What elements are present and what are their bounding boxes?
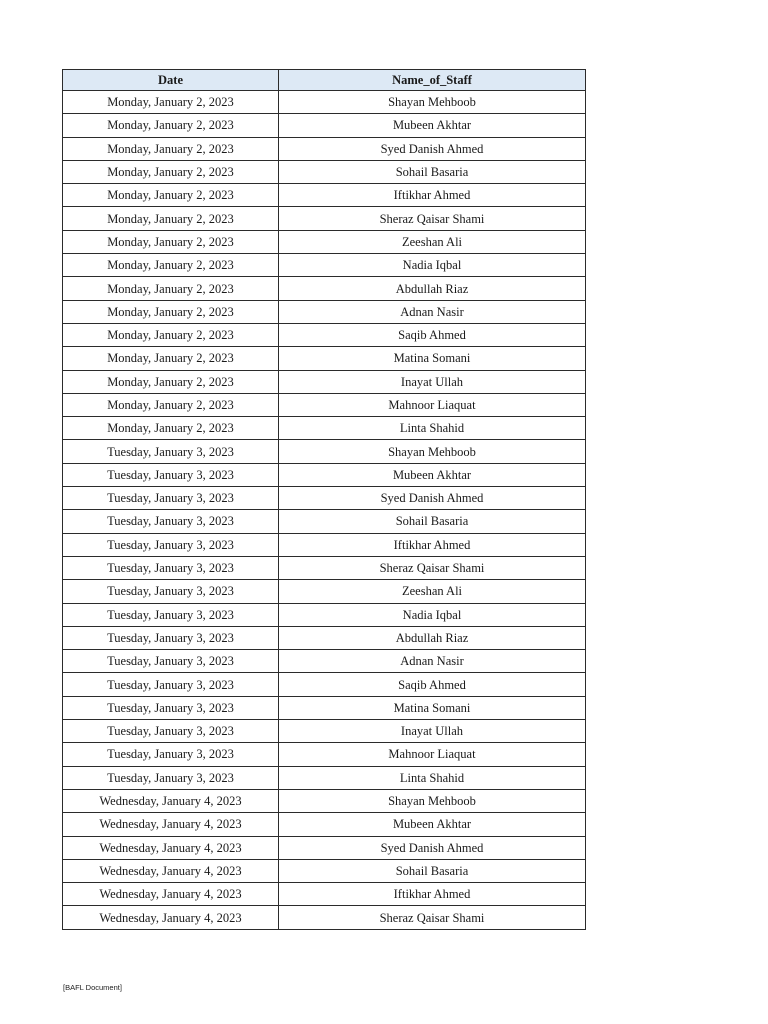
date-cell: Tuesday, January 3, 2023 — [63, 510, 279, 533]
staff-name-cell: Zeeshan Ali — [279, 580, 586, 603]
table-row — [63, 393, 586, 416]
date-cell: Wednesday, January 4, 2023 — [63, 789, 279, 812]
table-body — [63, 91, 586, 930]
staff-name-cell: Saqib Ahmed — [279, 323, 586, 346]
date-cell: Monday, January 2, 2023 — [63, 91, 279, 114]
table-row — [63, 207, 586, 230]
date-cell: Wednesday, January 4, 2023 — [63, 836, 279, 859]
table-row — [63, 556, 586, 579]
date-cell: Tuesday, January 3, 2023 — [63, 487, 279, 510]
table-row — [63, 533, 586, 556]
date-cell: Tuesday, January 3, 2023 — [63, 673, 279, 696]
table-row — [63, 137, 586, 160]
staff-name-cell: Sohail Basaria — [279, 859, 586, 882]
date-cell: Monday, January 2, 2023 — [63, 370, 279, 393]
table-row — [63, 160, 586, 183]
header-row — [63, 70, 586, 91]
table-row — [63, 487, 586, 510]
date-cell: Monday, January 2, 2023 — [63, 184, 279, 207]
date-cell: Wednesday, January 4, 2023 — [63, 813, 279, 836]
staff-name-cell: Mubeen Akhtar — [279, 813, 586, 836]
date-cell: Wednesday, January 4, 2023 — [63, 859, 279, 882]
table-row — [63, 720, 586, 743]
staff-name-cell: Saqib Ahmed — [279, 673, 586, 696]
staff-name-cell: Sheraz Qaisar Shami — [279, 207, 586, 230]
date-cell: Tuesday, January 3, 2023 — [63, 580, 279, 603]
date-cell: Monday, January 2, 2023 — [63, 160, 279, 183]
date-cell: Wednesday, January 4, 2023 — [63, 883, 279, 906]
table-row — [63, 580, 586, 603]
staff-name-cell: Mahnoor Liaquat — [279, 743, 586, 766]
staff-name-cell: Mubeen Akhtar — [279, 114, 586, 137]
table-row — [63, 626, 586, 649]
date-cell: Monday, January 2, 2023 — [63, 230, 279, 253]
staff-name-cell: Matina Somani — [279, 347, 586, 370]
staff-name-cell: Abdullah Riaz — [279, 626, 586, 649]
table-row — [63, 510, 586, 533]
date-cell: Monday, January 2, 2023 — [63, 137, 279, 160]
table-row — [63, 370, 586, 393]
staff-name-cell: Nadia Iqbal — [279, 603, 586, 626]
table-row — [63, 463, 586, 486]
staff-name-cell: Inayat Ullah — [279, 720, 586, 743]
table-row — [63, 184, 586, 207]
staff-name-cell: Adnan Nasir — [279, 300, 586, 323]
staff-name-cell: Shayan Mehboob — [279, 91, 586, 114]
table-row — [63, 743, 586, 766]
table-row — [63, 440, 586, 463]
table-row — [63, 906, 586, 929]
date-cell: Wednesday, January 4, 2023 — [63, 906, 279, 929]
date-cell: Monday, January 2, 2023 — [63, 300, 279, 323]
table-row — [63, 650, 586, 673]
table-row — [63, 789, 586, 812]
staff-name-cell: Sheraz Qaisar Shami — [279, 556, 586, 579]
date-cell: Tuesday, January 3, 2023 — [63, 626, 279, 649]
staff-name-cell: Mubeen Akhtar — [279, 463, 586, 486]
table-row — [63, 347, 586, 370]
staff-schedule-table — [62, 69, 586, 930]
date-cell: Tuesday, January 3, 2023 — [63, 556, 279, 579]
staff-name-cell: Linta Shahid — [279, 766, 586, 789]
table-row — [63, 766, 586, 789]
table-row — [63, 673, 586, 696]
table-row — [63, 696, 586, 719]
staff-name-cell: Inayat Ullah — [279, 370, 586, 393]
table-row — [63, 603, 586, 626]
table-row — [63, 323, 586, 346]
staff-name-cell: Sheraz Qaisar Shami — [279, 906, 586, 929]
date-cell: Monday, January 2, 2023 — [63, 114, 279, 137]
table-header — [63, 70, 586, 91]
date-cell: Monday, January 2, 2023 — [63, 417, 279, 440]
staff-name-cell: Iftikhar Ahmed — [279, 883, 586, 906]
staff-name-cell: Linta Shahid — [279, 417, 586, 440]
date-cell: Monday, January 2, 2023 — [63, 207, 279, 230]
staff-name-cell: Sohail Basaria — [279, 510, 586, 533]
staff-name-cell: Syed Danish Ahmed — [279, 836, 586, 859]
staff-name-cell: Syed Danish Ahmed — [279, 487, 586, 510]
table-row — [63, 836, 586, 859]
table-row — [63, 813, 586, 836]
date-cell: Tuesday, January 3, 2023 — [63, 766, 279, 789]
staff-name-cell: Shayan Mehboob — [279, 789, 586, 812]
date-cell: Tuesday, January 3, 2023 — [63, 720, 279, 743]
staff-name-cell: Mahnoor Liaquat — [279, 393, 586, 416]
date-cell: Monday, January 2, 2023 — [63, 254, 279, 277]
staff-name-cell: Nadia Iqbal — [279, 254, 586, 277]
column-header-date: Date — [63, 70, 279, 91]
footer-document-label: [BAFL Document] — [63, 983, 122, 992]
date-cell: Monday, January 2, 2023 — [63, 323, 279, 346]
table-row — [63, 114, 586, 137]
table-row — [63, 230, 586, 253]
date-cell: Tuesday, January 3, 2023 — [63, 696, 279, 719]
staff-name-cell: Syed Danish Ahmed — [279, 137, 586, 160]
date-cell: Tuesday, January 3, 2023 — [63, 463, 279, 486]
table-row — [63, 417, 586, 440]
staff-name-cell: Matina Somani — [279, 696, 586, 719]
staff-name-cell: Iftikhar Ahmed — [279, 184, 586, 207]
date-cell: Monday, January 2, 2023 — [63, 277, 279, 300]
date-cell: Tuesday, January 3, 2023 — [63, 603, 279, 626]
column-header-name-of-staff: Name_of_Staff — [279, 70, 586, 91]
staff-name-cell: Sohail Basaria — [279, 160, 586, 183]
table-row — [63, 277, 586, 300]
table-row — [63, 254, 586, 277]
date-cell: Tuesday, January 3, 2023 — [63, 743, 279, 766]
staff-name-cell: Abdullah Riaz — [279, 277, 586, 300]
staff-name-cell: Adnan Nasir — [279, 650, 586, 673]
table-row — [63, 300, 586, 323]
staff-name-cell: Zeeshan Ali — [279, 230, 586, 253]
table-row — [63, 91, 586, 114]
date-cell: Tuesday, January 3, 2023 — [63, 533, 279, 556]
table-row — [63, 859, 586, 882]
date-cell: Monday, January 2, 2023 — [63, 393, 279, 416]
date-cell: Tuesday, January 3, 2023 — [63, 440, 279, 463]
table-row — [63, 883, 586, 906]
staff-name-cell: Shayan Mehboob — [279, 440, 586, 463]
staff-name-cell: Iftikhar Ahmed — [279, 533, 586, 556]
date-cell: Monday, January 2, 2023 — [63, 347, 279, 370]
date-cell: Tuesday, January 3, 2023 — [63, 650, 279, 673]
